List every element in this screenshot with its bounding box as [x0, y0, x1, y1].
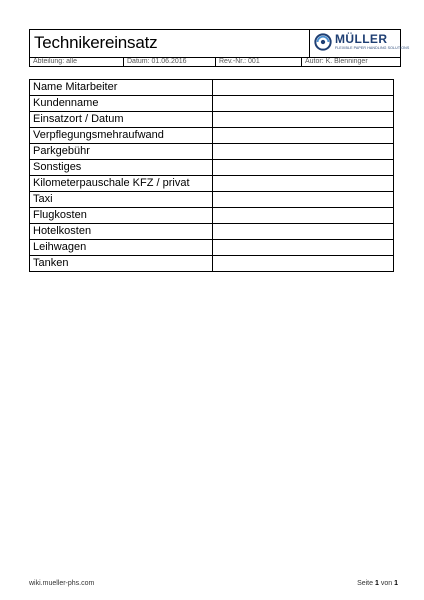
form-row-value-field[interactable] [213, 256, 394, 272]
page-number [357, 579, 398, 588]
form-row [30, 128, 394, 144]
form-row-label: Kundenname [30, 96, 213, 112]
meta-abteilung: Abteilung: alle [33, 58, 77, 65]
form-row-value-field[interactable] [213, 128, 394, 144]
form-row-value-field[interactable] [213, 208, 394, 224]
form-row-value-field[interactable] [213, 80, 394, 96]
form-row-value-field[interactable] [213, 144, 394, 160]
form-row [30, 240, 394, 256]
form-row-label: Leihwagen [30, 240, 213, 256]
form-row-value-field[interactable] [213, 240, 394, 256]
expense-form-table [29, 79, 394, 272]
company-logo [309, 30, 410, 57]
form-row-value-field[interactable] [213, 112, 394, 128]
form-row [30, 208, 394, 224]
page-current: 1 [374, 580, 379, 587]
form-row-label: Hotelkosten [30, 224, 213, 240]
form-row [30, 80, 394, 96]
page-sep: von [380, 580, 393, 587]
meta-datum: Datum: 01.06.2016 [123, 57, 215, 66]
meta-row [30, 57, 400, 66]
logo-name: MÜLLER [335, 32, 388, 46]
form-row [30, 192, 394, 208]
page-total: 1 [394, 580, 398, 587]
logo-tagline: FLEXIBLE PAPER HANDLING SOLUTIONS [335, 46, 410, 50]
title-row [30, 30, 410, 58]
mueller-logo-icon [314, 33, 332, 51]
form-row [30, 96, 394, 112]
form-row [30, 176, 394, 192]
form-row-label: Parkgebühr [30, 144, 213, 160]
footer-website[interactable]: wiki.mueller-phs.com [29, 580, 95, 587]
form-row-label: Kilometerpauschale KFZ / privat [30, 176, 213, 192]
form-row-label: Verpflegungsmehraufwand [30, 128, 213, 144]
document-title: Technikereinsatz [34, 33, 158, 52]
form-row-label: Einsatzort / Datum [30, 112, 213, 128]
page-prefix: Seite [357, 580, 374, 587]
document-header [29, 29, 410, 67]
form-row [30, 112, 394, 128]
form-row [30, 224, 394, 240]
form-row-value-field[interactable] [213, 192, 394, 208]
meta-autor: Autor: K. Blenninger [301, 57, 400, 66]
form-row-value-field[interactable] [213, 224, 394, 240]
form-row-value-field[interactable] [213, 176, 394, 192]
form-row [30, 160, 394, 176]
form-row [30, 256, 394, 272]
form-row [30, 144, 394, 160]
form-row-label: Sonstiges [30, 160, 213, 176]
form-row-label: Flugkosten [30, 208, 213, 224]
form-row-label: Name Mitarbeiter [30, 80, 213, 96]
meta-rev: Rev.-Nr.: 001 [215, 57, 301, 66]
form-row-label: Tanken [30, 256, 213, 272]
form-row-value-field[interactable] [213, 160, 394, 176]
form-row-label: Taxi [30, 192, 213, 208]
form-row-value-field[interactable] [213, 96, 394, 112]
